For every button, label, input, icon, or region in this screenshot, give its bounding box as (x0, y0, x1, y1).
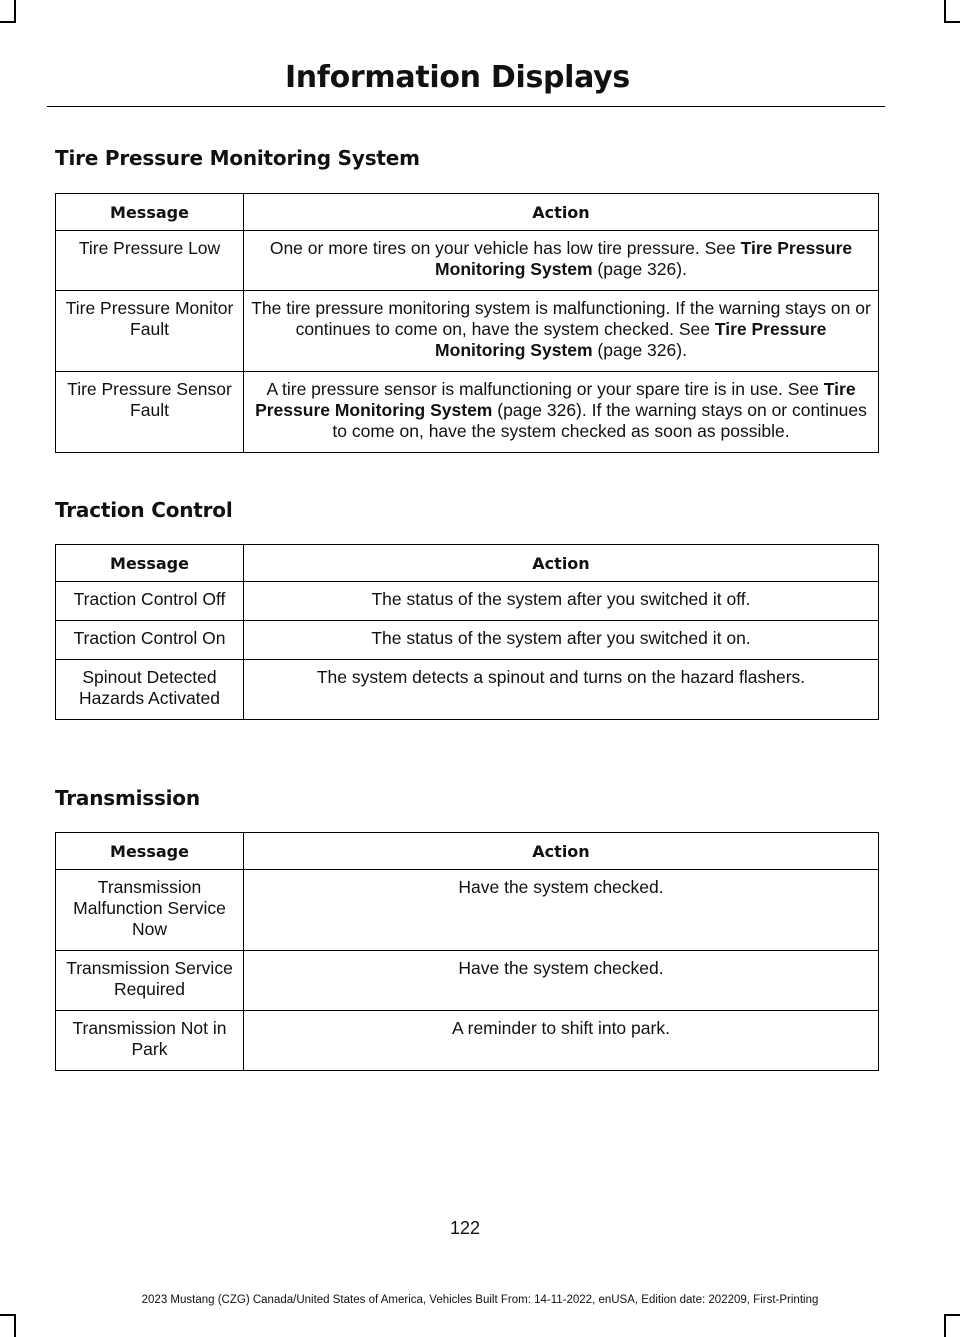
action-text: (page 326). If the warning stays on or continues to come on, have the system checked as soon as possible. (332, 400, 867, 441)
crop-mark (0, 21, 16, 23)
section-traction-control (55, 498, 878, 720)
crop-mark (944, 1315, 946, 1337)
table-row (56, 621, 879, 660)
crop-mark (944, 21, 960, 23)
message-cell: Tire Pressure Monitor Fault (56, 291, 244, 372)
message-cell: Traction Control Off (56, 582, 244, 621)
crop-mark (944, 1314, 960, 1316)
table-row (56, 951, 879, 1011)
page-title: Information Displays (284, 60, 630, 95)
action-cell: Have the system checked. (244, 951, 879, 1011)
table-row (56, 660, 879, 720)
action-cell: The system detects a spinout and turns on the hazard flashers. (244, 660, 879, 720)
message-cell: Traction Control On (56, 621, 244, 660)
table-row (56, 582, 879, 621)
action-text: One or more tires on your vehicle has low tire pressure. See (269, 238, 741, 258)
message-cell: Transmission Not in Park (56, 1011, 244, 1071)
table-header-row (56, 545, 879, 582)
action-text: The tire pressure monitoring system is malfunctioning. If the warning stays on or continues to come on, have the system checked. See (251, 298, 871, 339)
message-table (55, 193, 879, 453)
crop-mark (944, 0, 946, 22)
cross-reference-link[interactable]: Tire Pressure Monitoring System (435, 319, 827, 360)
page-reference: (page 326). (592, 340, 687, 360)
message-table (55, 544, 879, 720)
column-header-message: Message (56, 545, 244, 582)
message-table (55, 832, 879, 1071)
table-header-row (56, 194, 879, 231)
section-title: Traction Control (55, 498, 233, 522)
action-cell: Have the system checked. (244, 870, 879, 951)
crop-mark (14, 0, 16, 22)
column-header-action: Action (244, 833, 879, 870)
section-title: Tire Pressure Monitoring System (55, 146, 420, 170)
header-divider (47, 106, 885, 107)
crop-mark (14, 1315, 16, 1337)
column-header-message: Message (56, 194, 244, 231)
message-cell: Tire Pressure Low (56, 231, 244, 291)
cross-reference-link[interactable]: Tire Pressure Monitoring System (255, 379, 856, 420)
action-cell: The status of the system after you switched it on. (244, 621, 879, 660)
action-cell (244, 372, 879, 453)
section-transmission (55, 786, 878, 1071)
page-reference: (page 326). (592, 259, 687, 279)
section-tire-pressure (55, 146, 878, 453)
table-row (56, 1011, 879, 1071)
cross-reference-link[interactable]: Tire Pressure Monitoring System (435, 238, 853, 279)
table-row (56, 870, 879, 951)
crop-mark (0, 1314, 16, 1316)
table-header-row (56, 833, 879, 870)
section-title: Transmission (55, 786, 200, 810)
column-header-message: Message (56, 833, 244, 870)
action-cell: A reminder to shift into park. (244, 1011, 879, 1071)
message-cell: Transmission Malfunction Service Now (56, 870, 244, 951)
footer-text: 2023 Mustang (CZG) Canada/United States of America, Vehicles Built From: 14-11-2022, enUSA, Edition date: 202209, First-Printing (141, 1294, 819, 1306)
action-text: A tire pressure sensor is malfunctioning or your spare tire is in use. See (266, 379, 824, 399)
table-row (56, 291, 879, 372)
page-number: 122 (449, 1218, 481, 1238)
message-cell: Spinout Detected Hazards Activated (56, 660, 244, 720)
column-header-action: Action (244, 194, 879, 231)
table-row (56, 231, 879, 291)
message-cell: Tire Pressure Sensor Fault (56, 372, 244, 453)
table-row (56, 372, 879, 453)
action-cell (244, 231, 879, 291)
action-cell: The status of the system after you switched it off. (244, 582, 879, 621)
column-header-action: Action (244, 545, 879, 582)
action-cell (244, 291, 879, 372)
message-cell: Transmission Service Required (56, 951, 244, 1011)
